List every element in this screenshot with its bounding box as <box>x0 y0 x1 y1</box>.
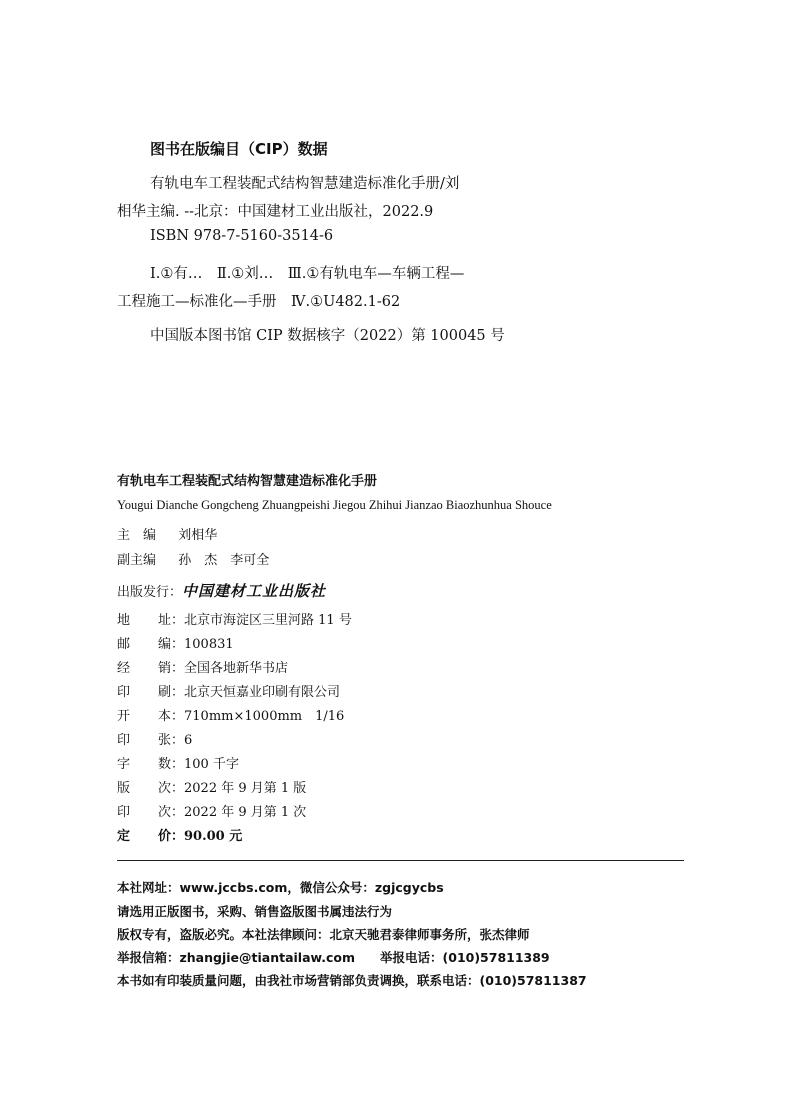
footer-piracy-notice: 请选用正版图书，采购、销售盗版图书属违法行为 <box>117 904 393 919</box>
deputy-editor-label: 副主编 <box>117 553 157 568</box>
meta-row-printing: 印 次 ： 2022 年 9 月第 1 次 <box>117 801 306 820</box>
cip-line-4: Ⅰ.①有… Ⅱ.①刘… Ⅲ.①有轨电车—车辆工程— <box>150 266 465 282</box>
publisher-row <box>117 580 326 601</box>
meta-label: 开 本 <box>117 709 171 724</box>
book-title: 有轨电车工程装配式结构智慧建造标准化手册 <box>117 474 378 489</box>
publisher-logo: 中国建材工业出版社 <box>182 582 327 600</box>
meta-value: 2022 年 9 月第 1 次 <box>184 805 307 820</box>
meta-label: 地 址 <box>117 613 171 628</box>
cip-isbn: ISBN 978-7-5160-3514-6 <box>150 228 334 244</box>
editor-name: 刘相华 <box>178 528 218 543</box>
meta-value: 北京天恒嘉业印刷有限公司 <box>184 685 341 700</box>
meta-value: 2022 年 9 月第 1 版 <box>184 781 307 796</box>
meta-row-printer: 印 刷 ： 北京天恒嘉业印刷有限公司 <box>117 681 340 700</box>
meta-label: 经 销 <box>117 661 171 676</box>
cip-line-1: 有轨电车工程装配式结构智慧建造标准化手册/刘 <box>150 176 460 192</box>
meta-value: 100 千字 <box>184 757 239 772</box>
meta-row-format: 开 本 ： 710mm×1000mm 1/16 <box>117 705 344 724</box>
publisher-label: 出版发行： <box>117 585 183 600</box>
meta-row-distributor: 经 销 ： 全国各地新华书店 <box>117 657 288 676</box>
meta-value: 710mm×1000mm 1/16 <box>184 709 345 724</box>
footer-quality-notice: 本书如有印装质量问题，由我社市场营销部负责调换，联系电话：(010)57811387 <box>117 973 587 988</box>
editor-row <box>117 524 217 543</box>
meta-row-sheets: 印 张 ： 6 <box>117 729 192 748</box>
meta-label: 定 价 <box>117 829 171 844</box>
editor-label: 主 编 <box>117 528 157 543</box>
meta-row-price: 定 价 ： 90.00 元 <box>117 825 242 844</box>
meta-label: 版 次 <box>117 781 171 796</box>
meta-label: 印 刷 <box>117 685 171 700</box>
meta-label: 字 数 <box>117 757 171 772</box>
meta-row-edition: 版 次 ： 2022 年 9 月第 1 版 <box>117 777 306 796</box>
deputy-editor-names: 孙 杰 李可全 <box>178 553 270 568</box>
cip-line-5: 工程施工—标准化—手册 Ⅳ.①U482.1-62 <box>117 294 401 310</box>
meta-value: 北京市海淀区三里河路 11 号 <box>184 613 352 628</box>
footer-website: 本社网址：www.jccbs.com，微信公众号：zgjcgycbs <box>117 880 444 895</box>
cip-line-6: 中国版本图书馆 CIP 数据核字（2022）第 100045 号 <box>150 328 505 344</box>
cip-heading: 图书在版编目（CIP）数据 <box>150 140 328 158</box>
meta-label: 印 张 <box>117 733 171 748</box>
cip-line-2: 相华主编. --北京：中国建材工业出版社，2022.9 <box>117 204 434 220</box>
divider <box>117 860 684 861</box>
meta-label: 印 次 <box>117 805 171 820</box>
deputy-editor-row <box>117 549 269 568</box>
footer-copyright: 版权专有，盗版必究。本社法律顾问：北京天驰君泰律师事务所，张杰律师 <box>117 927 530 942</box>
meta-value: 6 <box>184 733 193 748</box>
meta-row-postcode: 邮 编 ： 100831 <box>117 633 234 652</box>
meta-row-address: 地 址 ： 北京市海淀区三里河路 11 号 <box>117 609 352 628</box>
footer-report-contact: 举报信箱：zhangjie@tiantailaw.com 举报电话：(010)57811389 <box>117 950 550 965</box>
book-pinyin: Yougui Dianche Gongcheng Zhuangpeishi Jiegou Zhihui Jianzao Biaozhunhua Shouce <box>117 498 552 512</box>
meta-value: 全国各地新华书店 <box>184 661 289 676</box>
meta-label: 邮 编 <box>117 637 171 652</box>
meta-row-wordcount: 字 数 ： 100 千字 <box>117 753 239 772</box>
meta-value: 100831 <box>184 637 234 652</box>
meta-value: 90.00 元 <box>184 829 243 844</box>
